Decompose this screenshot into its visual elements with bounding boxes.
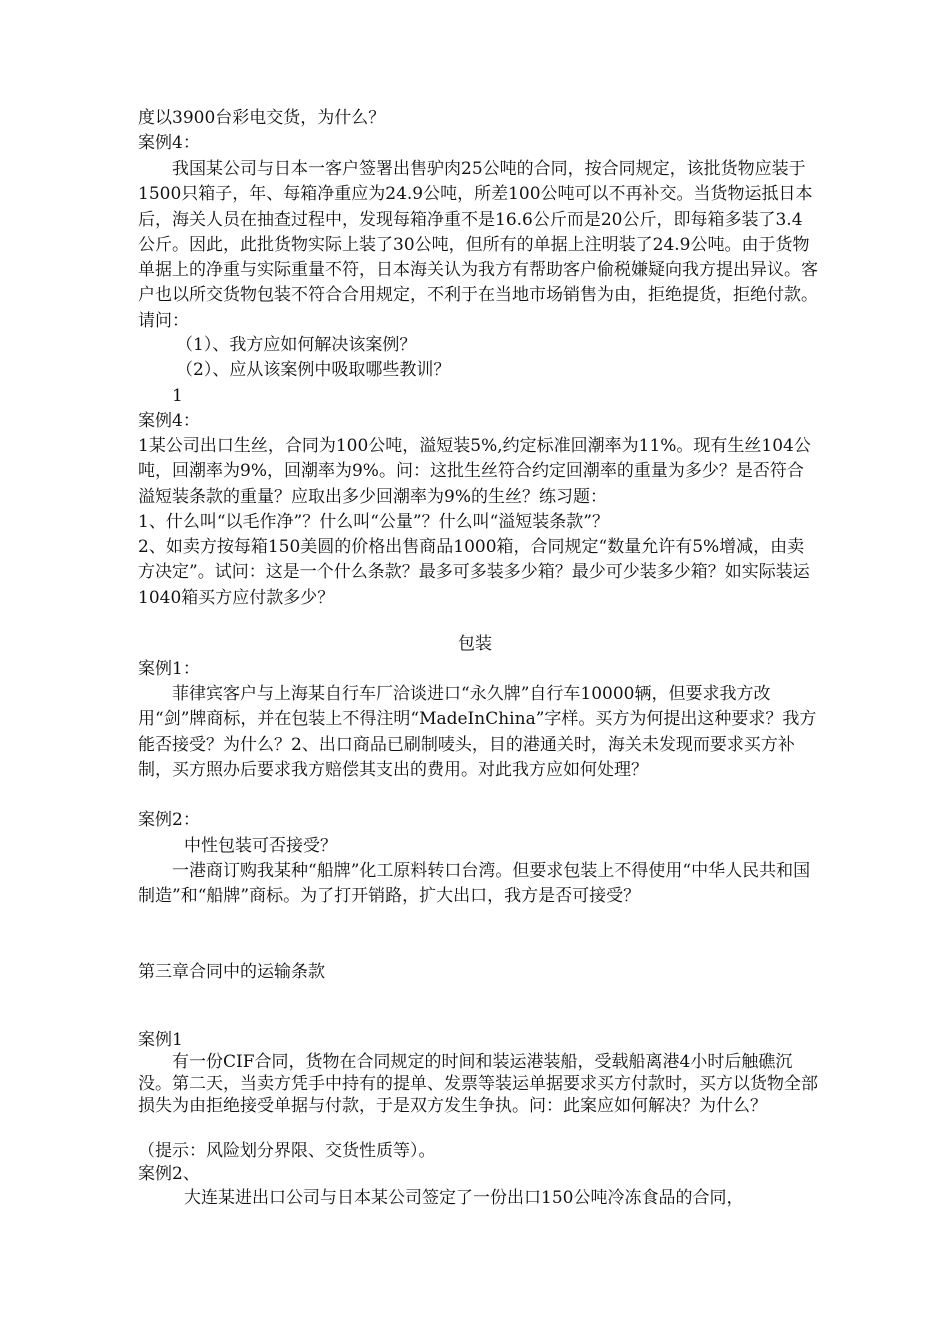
chapter-title: 第三章合同中的运输条款 xyxy=(138,962,325,982)
case-heading: 案例4： xyxy=(138,411,200,431)
paragraph: （提示：风险划分界限、交货性质等）。 xyxy=(138,1141,436,1161)
question-item: （2）、应从该案例中吸取哪些教训？ xyxy=(176,360,451,380)
paragraph: 菲律宾客户与上海某自行车厂洽谈进口“永久牌”自行车10000辆，但要求我方改用“剑”牌商标，并在包装上不得注明“MadeInChina”字样。买方为何提出这种要求？我方能否接受？为什么？2、出口商品已刷制唛头，目的港通关时，海关未发现而要求买方补制，买方照办后要求我方赔偿其支出的费用。对此我方应如何处理？ xyxy=(138,684,817,780)
paragraph: 一港商订购我某种“船牌”化工原料转口台湾。但要求包装上不得使用“中华人民共和国制造”和“船牌”商标。为了打开销路，扩大出口，我方是否可接受？ xyxy=(138,861,811,907)
paragraph: 1某公司出口生丝，合同为100公吨，溢短装5%,约定标准回潮率为11%。现有生丝104公吨，回潮率为9%，回潮率为9%。问：这批生丝符合约定回潮率的重量为多少？是否符合溢短装条款的重量？应取出多少回潮率为9%的生丝？练习题： xyxy=(138,436,811,507)
paragraph: 中性包装可否接受？ xyxy=(184,836,337,856)
paragraph: 度以3900台彩电交货，为什么？ xyxy=(138,108,386,128)
case-heading: 案例4： xyxy=(138,133,200,153)
case-heading: 案例1： xyxy=(138,659,200,679)
paragraph: 大连某进出口公司与日本某公司签定了一份出口150公吨冷冻食品的合同， xyxy=(184,1188,744,1208)
page-number: 1 xyxy=(172,386,183,406)
case-heading: 案例2、 xyxy=(138,1164,200,1184)
paragraph: 我国某公司与日本一客户签署出售驴肉25公吨的合同，按合同规定，该批货物应装于1500只箱子，年、每箱净重应为24.9公吨，所差100公吨可以不再补交。当货物运抵日本后，海关人员在抽查过程中，发现每箱净重不是16.6公斤而是20公斤，即每箱多装了3.4公斤。因此，此批货物实际上装了30公吨，但所有的单据上注明装了24.9公吨。由于货物单据上的净重与实际重量不符，日本海关认为我方有帮助客户偷税嫌疑向我方提出异议。客户也以所交货物包装不符合合用规定，不利于在当地市场销售为由，拒绝提货，拒绝付款。请问： xyxy=(138,159,818,331)
question-item: （1）、我方应如何解决该案例？ xyxy=(176,335,417,355)
exercise-item: 2、如卖方按每箱150美圆的价格出售商品1000箱，合同规定“数量允许有5%增减，由卖方决定”。试问：这是一个什么条款？最多可多装多少箱？最少可少装多少箱？如实际装运1040箱买方应付款多少？ xyxy=(138,537,810,608)
case-heading: 案例1 xyxy=(138,1030,183,1050)
section-title: 包装 xyxy=(458,634,492,654)
exercise-item: 1、什么叫“以毛作净”？什么叫“公量”？什么叫“溢短装条款”？ xyxy=(138,512,609,532)
case-heading: 案例2： xyxy=(138,810,200,830)
paragraph: 有一份CIF合同，货物在合同规定的时间和装运港装船，受载船离港4小时后触礁沉没。第二天，当卖方凭手中持有的提单、发票等装运单据要求买方付款时，买方以货物全部损失为由拒绝接受单据与付款，于是双方发生争执。问：此案应如何解决？为什么？ xyxy=(138,1052,818,1117)
